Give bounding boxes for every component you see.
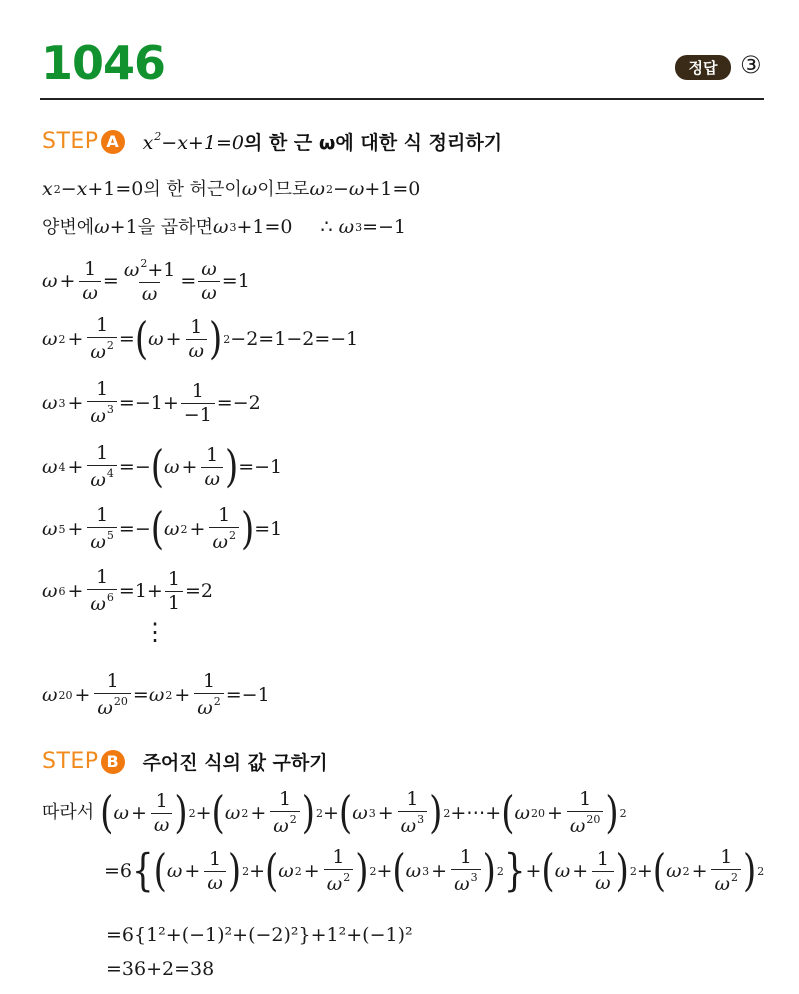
calculation-line-3: =6{1²+(−1)²+(−2)²}+1²+(−1)² — [106, 924, 413, 946]
derivation-line-10: ω 20 + $\frac{1}{\omega^{20}}$ = ω 2 + $\frac{1}{\omega^2}$ =−1 — [42, 670, 270, 719]
text-fragment: 이므로 — [257, 178, 310, 200]
vertical-ellipsis: ⋮ — [143, 618, 167, 646]
step-a-title: $x^2-x+1=0$ 의 한 근 ω에 대한 식 정리하기 — [142, 129, 503, 154]
step-b-heading — [42, 748, 328, 775]
derivation-line-6: ω 4 + $\frac{1}{\omega^4}$ =− ( ω + $\frac{1}{\omega}$ ) =−1 — [42, 441, 283, 493]
derivation-line-8: ω 6 + $\frac{1}{\omega^6}$ =1+ $\frac{1}{1}$ =2 — [42, 566, 213, 615]
step-label: STEP — [42, 129, 99, 154]
calculation-line-2: =6 { ( ω + $\frac{1}{\omega}$ ) 2 + ( ω 2 + $\frac{1}{\omega^2}$ ) 2 + ( ω 3 + $\frac{1}{\omega^3}$ ) 2 } + ( ω + $\frac{1}{\omega}$ ) 2 + ( ω 2 + $\frac{1}{\omega^2}$ ) 2 — [104, 845, 765, 897]
step-a-heading — [42, 128, 502, 155]
step-letter-icon: A — [101, 130, 125, 154]
calculation-line-4: =36+2=38 — [106, 958, 215, 980]
derivation-line-3: ω + $\frac{1}{\omega}$ = $\frac{\omega^2+1}{\omega}$ = $\frac{\omega}{\omega}$ =1 — [42, 257, 250, 305]
derivation-line-4: ω 2 + $\frac{1}{\omega^2}$ = ( ω + $\frac{1}{\omega}$ ) 2 −2=1−2=−1 — [42, 313, 359, 365]
derivation-line-2: 양변에 ω +1 을 곱하면 ω 3 +1=0 ∴ ω 3 =−1 — [42, 216, 407, 238]
step-letter-icon: B — [101, 750, 125, 774]
text-fragment: 양변에 — [42, 216, 95, 238]
derivation-line-7: ω 5 + $\frac{1}{\omega^5}$ =− ( ω 2 + $\frac{1}{\omega^2}$ ) =1 — [42, 503, 283, 555]
derivation-line-1: x 2 − x +1=0 의 한 허근이 ω 이므로 ω 2 − ω +1=0 — [42, 178, 421, 200]
text-fragment: 의 한 허근이 — [143, 178, 242, 200]
step-b-title: 주어진 식의 값 구하기 — [142, 752, 328, 774]
derivation-line-5: ω 3 + $\frac{1}{\omega^3}$ =−1+ $\frac{1}{-1}$ =−2 — [42, 378, 261, 427]
header-divider — [40, 98, 764, 100]
text-fragment: 따라서 — [42, 802, 95, 823]
therefore-symbol: ∴ — [320, 216, 333, 238]
problem-number: 1046 — [41, 36, 166, 90]
step-a-title-text: 의 한 근 ω에 대한 식 정리하기 — [243, 132, 503, 154]
answer-badge: 정답 — [675, 55, 731, 80]
text-fragment: 을 곱하면 — [137, 216, 213, 238]
calculation-line-1: 따라서 ( ω + $\frac{1}{\omega}$ ) 2 + ( ω 2 + $\frac{1}{\omega^2}$ ) 2 + ( ω 3 + $\frac{1}{\omega^3}$ ) 2 +⋯+ ( ω 20 + $\frac{1}{\omega^{20}}$ ) 2 — [42, 787, 627, 839]
step-label: STEP — [42, 749, 99, 774]
answer-value: ③ — [740, 51, 762, 79]
